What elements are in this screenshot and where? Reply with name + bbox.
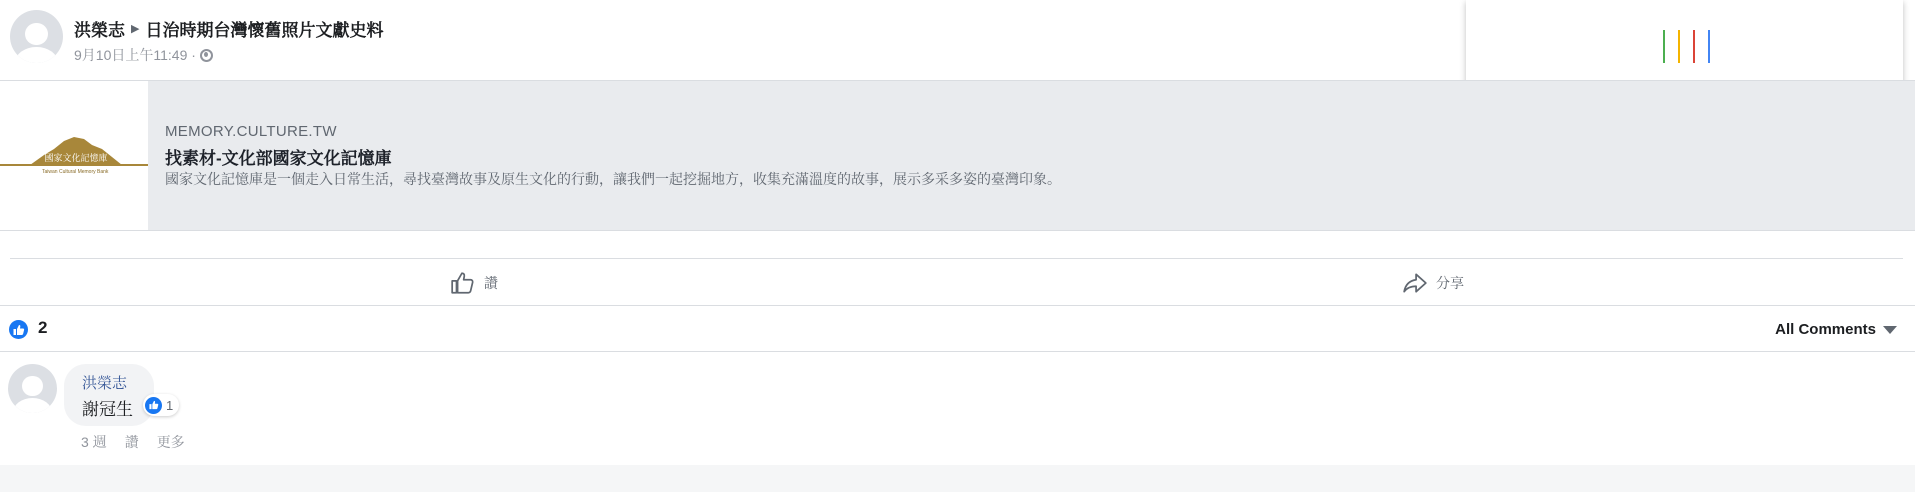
author-avatar[interactable]	[10, 10, 63, 63]
globe-icon	[200, 49, 213, 62]
share-label: 分享	[1436, 275, 1464, 291]
post-header-text	[74, 16, 383, 65]
post-title-line	[74, 16, 383, 41]
loading-spinner	[1663, 30, 1710, 63]
comment-sort-label: All Comments	[1775, 321, 1876, 338]
divider	[10, 258, 1903, 259]
comment-like-link[interactable]: 讚	[124, 434, 139, 450]
commenter-avatar[interactable]	[8, 364, 57, 413]
link-preview-card[interactable]	[0, 80, 1915, 231]
like-button[interactable]	[450, 268, 498, 298]
triangle-right-icon: ▶	[131, 23, 140, 35]
link-description: 國家文化記憶庫是一個走入日常生活，尋找臺灣故事及原生文化的行動，讓我們一起挖掘地方，收集充滿溫度的故事，展示多采多姿的臺灣印象。	[165, 171, 1061, 187]
comment-sort-dropdown[interactable]	[1775, 321, 1897, 338]
footer-band	[0, 465, 1915, 492]
comment-text: 謝冠生	[82, 400, 133, 419]
link-domain: MEMORY.CULTURE.TW	[165, 123, 337, 140]
comment-author[interactable]: 洪榮志	[82, 375, 128, 392]
thumbs-up-icon	[450, 270, 476, 296]
link-title[interactable]: 找素材-文化部國家文化記憶庫	[165, 149, 392, 168]
link-thumbnail[interactable]	[0, 81, 148, 230]
thumbs-up-icon	[149, 400, 159, 410]
post-author-name[interactable]: 洪榮志	[74, 21, 125, 40]
reactions-row	[0, 306, 1915, 352]
logo-caption: Taiwan Cultural Memory Bank	[42, 169, 109, 175]
post-header	[10, 10, 383, 62]
like-reaction-icon	[145, 397, 162, 414]
comment-time[interactable]: 3 週	[81, 434, 107, 450]
like-reaction-icon[interactable]	[9, 320, 28, 339]
share-button[interactable]	[1402, 268, 1464, 298]
post-meta	[74, 45, 383, 65]
divider	[0, 351, 1915, 352]
share-arrow-icon	[1402, 270, 1428, 296]
comment-meta	[81, 432, 185, 452]
logo-underline	[0, 164, 148, 166]
thumbs-up-icon	[13, 324, 25, 336]
post-group-name[interactable]: 日治時期台灣懷舊照片文獻史料	[145, 21, 384, 40]
comment-more-link[interactable]: 更多	[156, 434, 185, 450]
like-label: 讚	[484, 275, 498, 291]
loader-bar	[1693, 30, 1695, 63]
caret-down-icon	[1883, 326, 1897, 334]
comment-reaction-count: 1	[166, 397, 174, 413]
loader-bar	[1708, 30, 1710, 63]
reaction-count[interactable]: 2	[38, 318, 48, 337]
comment-reaction-badge[interactable]	[143, 394, 179, 416]
loader-bar	[1663, 30, 1665, 63]
logo-text: 國家文化記憶庫	[44, 154, 108, 164]
post-timestamp[interactable]: 9月10日上午11:49 ·	[74, 47, 196, 63]
loader-bar	[1678, 30, 1680, 63]
